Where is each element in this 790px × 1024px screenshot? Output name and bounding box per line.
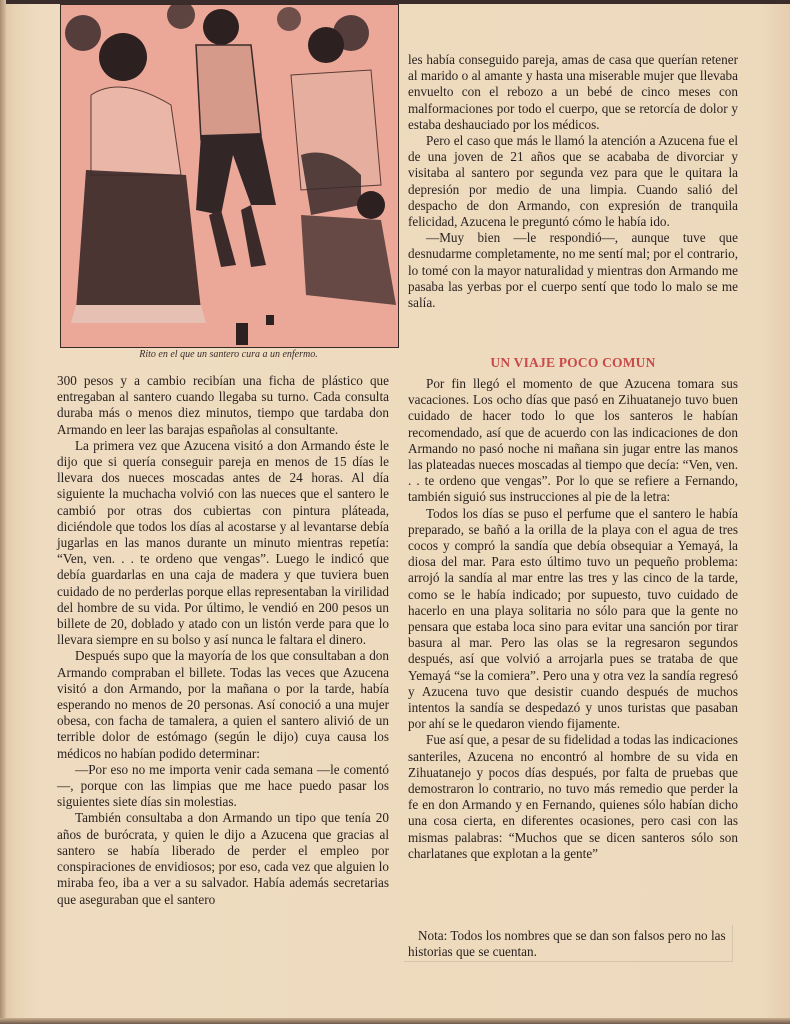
paragraph: —Muy bien —le respondió—, aunque tuve que desnudarme completamente, no me sentí mal; por el contrario, lo tomé con la mayor naturalidad y mientras don Armando me pasaba las yerbas por el cuerpo sentí que todo lo malo se me salía. — [408, 230, 738, 311]
right-column-bottom — [408, 376, 738, 862]
paragraph: les había conseguido pareja, amas de casa que querían retener al marido o al amante y hasta una miserable mujer que llevaba envuelto con el rebozo a un bebé de cinco meses con malformaciones por todo el cuerpo, que se retorcía de dolor y estaba deshauciado por los médicos. — [408, 52, 738, 132]
page-bottom-edge — [0, 1018, 790, 1024]
right-column-top — [408, 52, 738, 311]
left-column — [57, 373, 389, 908]
paragraph: También consultaba a don Armando un tipo que tenía 20 años de burócrata, y quien le dijo a Azucena que gracias al santero se había liberado de perder el empleo por conspiraciones de envidiosos; por eso, cada vez que alguien lo miraba feo, iba a ver a su salvador. Había además secretarias que aseguraban que el santero — [57, 810, 389, 907]
photo-caption: Rito en el que un santero cura a un enfermo. — [139, 349, 318, 360]
section-subheading: UN VIAJE POCO COMUN — [490, 355, 656, 370]
footnote — [408, 928, 738, 960]
footnote-text: Nota: Todos los nombres que se dan son falsos pero no las historias que se cuentan. — [408, 928, 726, 960]
ritual-photo — [60, 4, 399, 348]
page-spine-edge — [0, 0, 6, 1024]
ritual-photo-illustration — [61, 5, 398, 347]
paragraph: Todos los días se puso el perfume que el santero le había preparado, se bañó a la orilla de la playa con el agua de tres cocos y compró la sandía que debía obsequiar a Yemayá, la diosa del mar. Para esto último tuvo un pequeño problema: arrojó la sandía al mar entre las tres y las cinco de la tarde, como se le había indicado; por supuesto, tuvo cuidado de hacerlo en una playa solitaria no sólo para que la gente no pensara que estaba loca sino para evitar una sanción por tirar basura al mar. Pero las olas se la regresaron segundos después, así que volvió a arrojarla pues se trataba de que Yemayá “se la comiera”. Pero una y otra vez la sandía regresó y Azucena tuvo que desistir cuando después de muchos intentos la sandía se despedazó y unos turistas que pasaban por ahí se le quedaron viendo fijamente. — [408, 505, 738, 732]
paragraph: Después supo que la mayoría de los que consultaban a don Armando compraban el billete. Todas las veces que Azucena visitó a don Armando, por la mañana o por la tarde, había esperando no menos de 20 personas. Así conoció a una mujer obesa, con facha de tamalera, a quien el santero alivió de un terrible dolor de estómago (según le dijo) cuya causa los médicos no habían podido determinar: — [57, 648, 389, 761]
paragraph: Pero el caso que más le llamó la atención a Azucena fue el de una joven de 21 años que se acababa de divorciar y visitaba al santero por segunda vez para que le quitara la depresión por medio de una limpia. Cuando salió del despacho de don Armando, con expresión de tranquila felicidad, Azucena le preguntó cómo le había ido. — [408, 133, 738, 230]
paragraph: Fue así que, a pesar de su fidelidad a todas las indicaciones santeriles, Azucena no encontró al hombre de su vida en Zihuatanejo y pocos días después, por falta de pruebas que demostraron lo contrario, no tuvo más remedio que perder la fe en don Armando y en Fernando, quienes sólo habían dicho una cosa cierta, en diferentes ocasiones, pero casi con las mismas palabras: “Muchos que se dicen santeros sólo son charlatanes que explotan a la gente” — [408, 732, 739, 861]
paragraph: 300 pesos y a cambio recibían una ficha de plástico que entregaban al santero cuando llegaba su turno. Cada consulta duraba más o menos diez minutos, tiempo que tardaba don Armando en leer las barajas españolas al consultante. — [57, 373, 389, 437]
paragraph: —Por eso no me importa venir cada semana —le comentó—, porque con las limpias que me hace puedo pasar los siguientes siete días sin molestias. — [57, 761, 389, 810]
paragraph: La primera vez que Azucena visitó a don Armando éste le dijo que si quería conseguir pareja en menos de 15 días le llevara dos nueces moscadas antes de 24 horas. Al día siguiente la muchacha volvió con las nueces que el santero le cambió por otras dos cubiertas con pintura pláteada, diciéndole que todos los días al acostarse y al levantarse debía jugarlas en las manos durante un minuto mientras repetía: “Ven, ven. . . te ordeno que vengas”. Luego le indicó que debía guardarlas en una caja de madera y que tuviera buen cuidado de no perderlas porque ellas representaban la virilidad del hombre de su vida. Por último, le vendió en 200 pesos un billete de 20, doblado y atado con un listón verde para que lo llevara siempre en su bolso y así nunca le faltara el dinero. — [57, 437, 389, 648]
paragraph: Por fin llegó el momento de que Azucena tomara sus vacaciones. Los ocho días que pasó en Zihuatanejo tuvo buen cuidado de hacer todo lo que los santeros le habían recomendado, así que de acuerdo con las indicaciones de don Armando no pasó noche ni mañana sin jugar entre las manos las plateadas nueces moscadas al tiempo que decía: “Ven, ven. . . te ordeno que vengas”. Por lo que se refiere a Fernando, también siguió sus instrucciones al pie de la letra: — [408, 376, 738, 505]
